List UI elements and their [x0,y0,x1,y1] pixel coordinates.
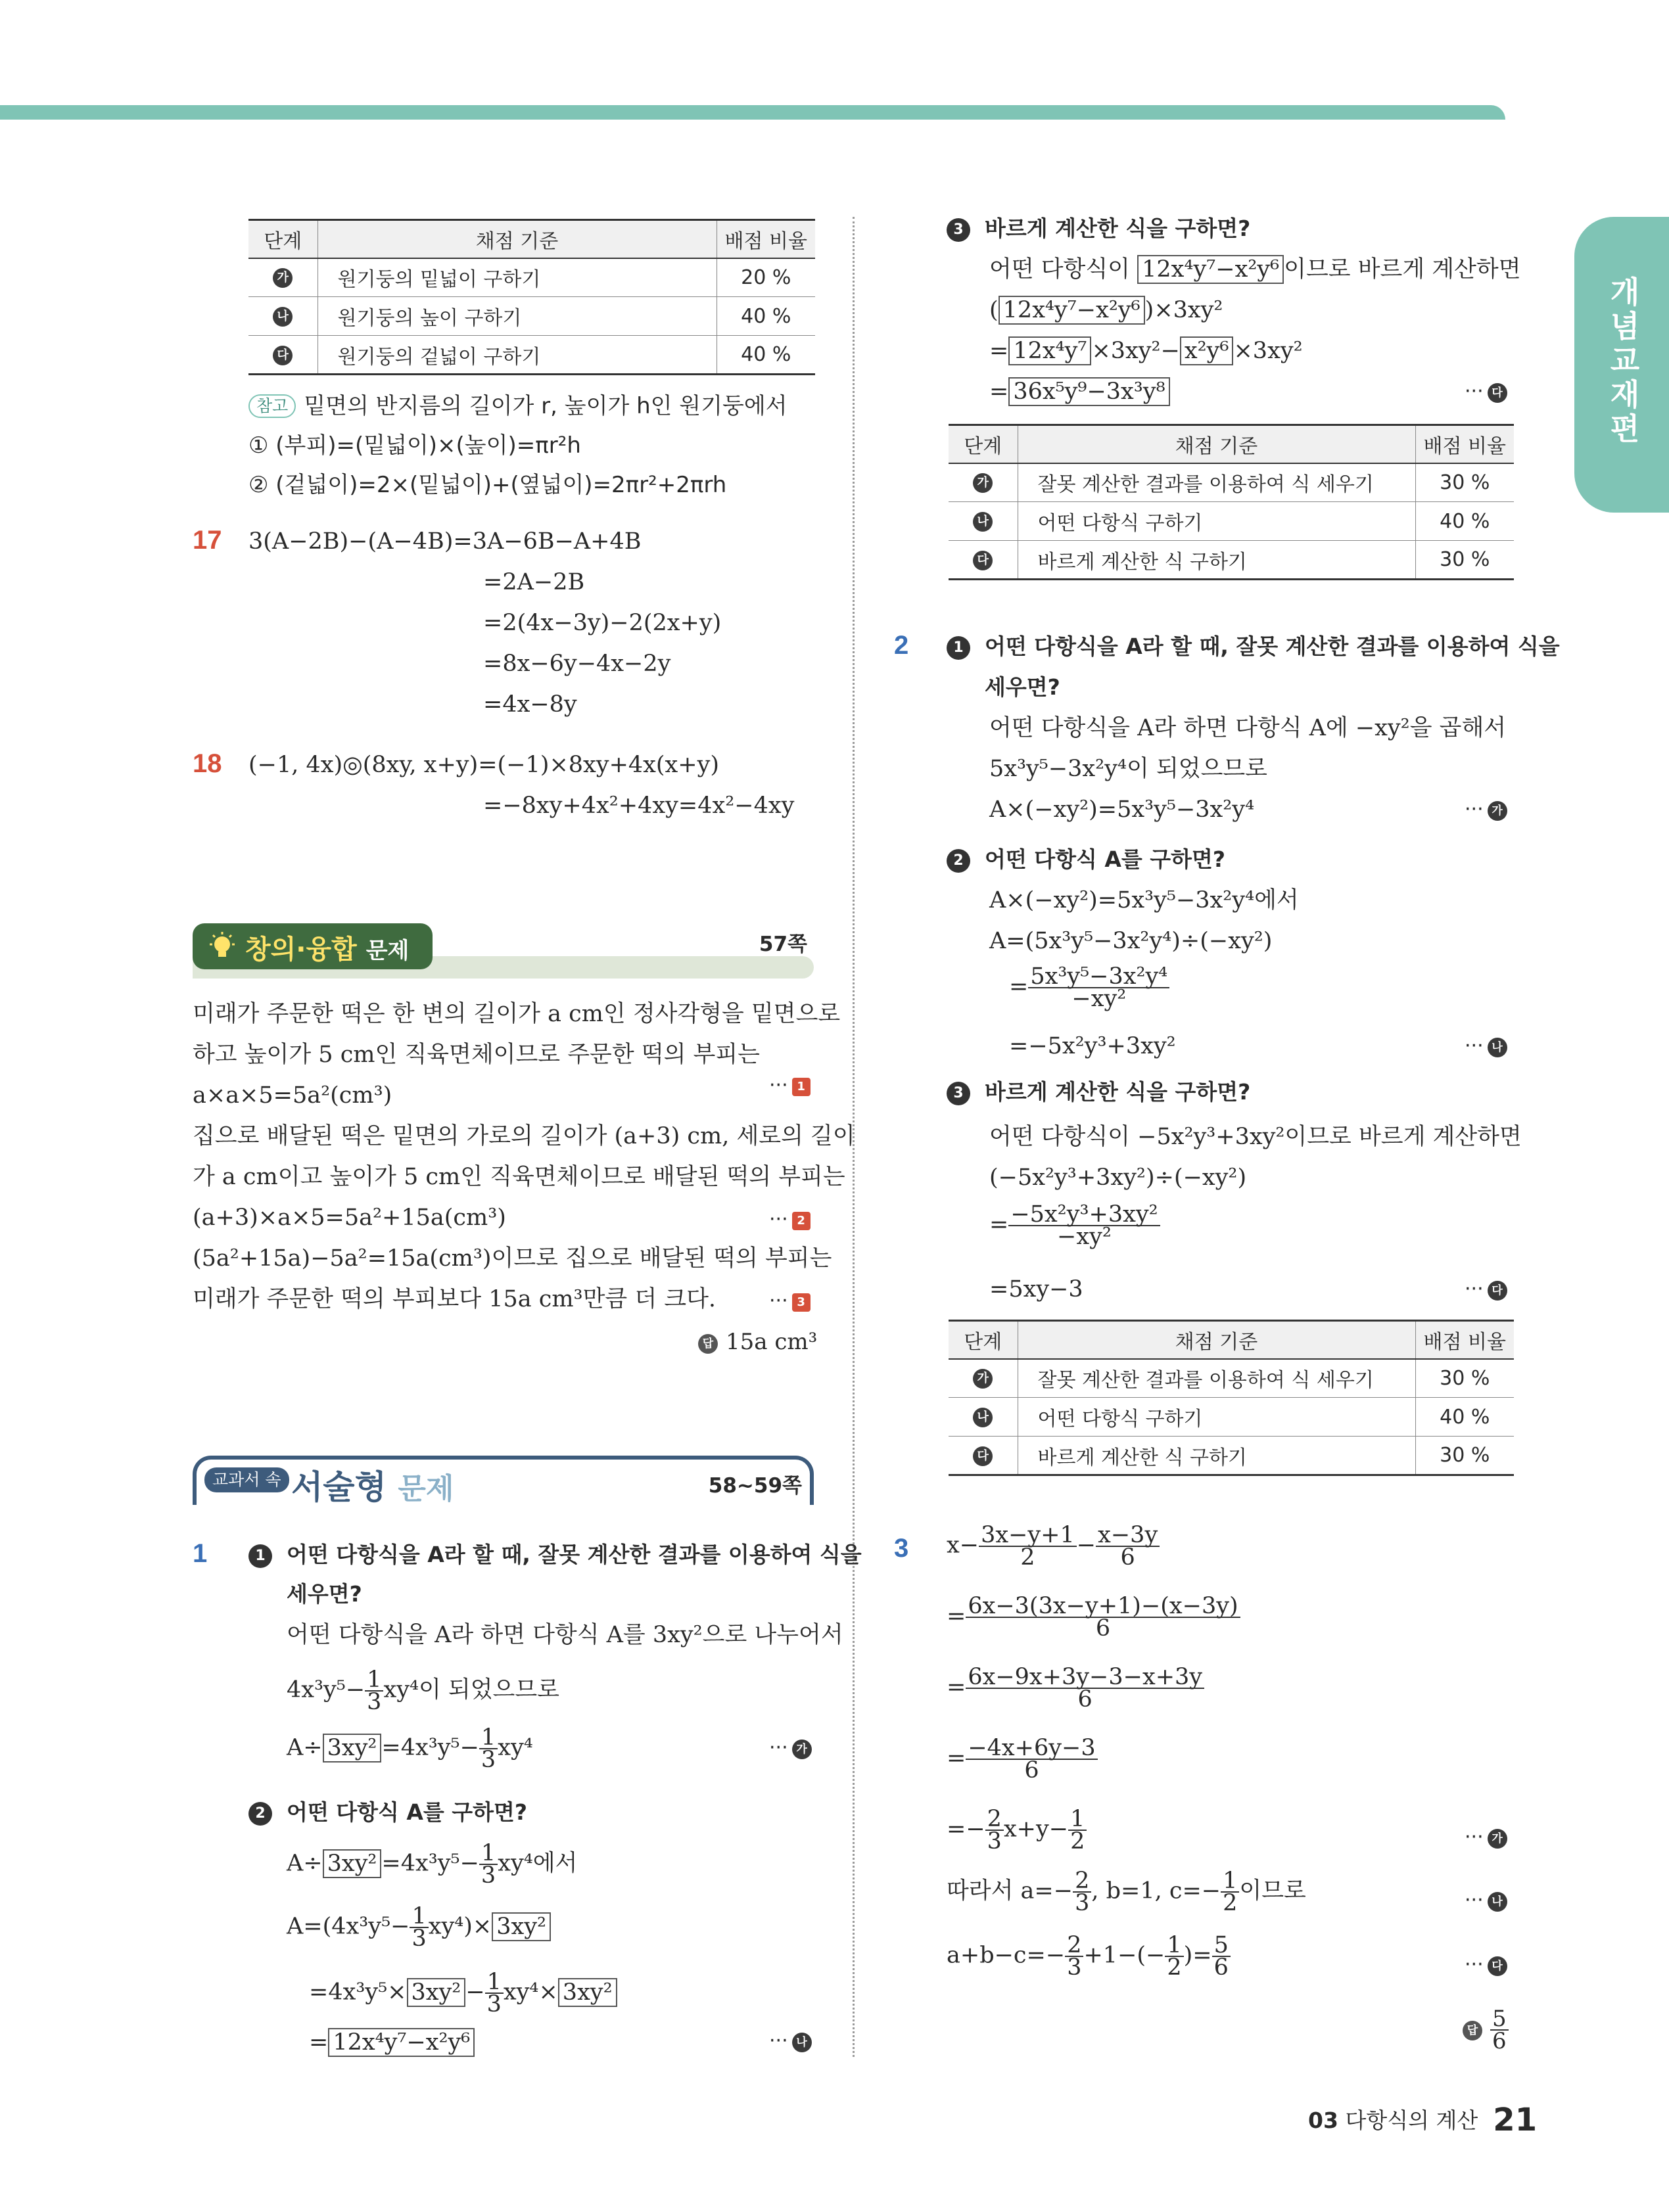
grading-table-3: 단계 채점 기준 배점 비율 가 잘못 계산한 결과를 이용하여 식 세우기 30 % 나 어떤 다항식 구하기 40 % 다 바르게 계산한 식 구하기 30 % [949,1320,1514,1476]
q2-step-2-title: 2 어떤 다항식 A를 구하면? [947,845,1225,874]
q17-line-3: =2(4x−3y)−2(2x+y) [483,610,722,636]
note-line-3: ② (겉넓이)=2×(밑넓이)+(옆넓이)=2πr²+2πrh [248,472,727,498]
step-mark: ··· 다 [1465,1276,1507,1302]
step-mark: ··· 나 [769,2028,812,2054]
step-mark: ··· 가 [769,1735,812,1761]
q3-line-2: = $\frac{6x-3(3x-y+1)-(x-3y)}{6}$ [947,1596,1240,1639]
criteria-text: 원기둥의 높이 구하기 [317,297,717,336]
ratio-value: 20 % [717,258,815,297]
score-marker-1: ··· 1 [769,1072,811,1099]
q17-line-4: =8x−6y−4x−2y [483,651,671,677]
creative-line-2: 하고 높이가 5 cm인 직육면체이므로 주문한 떡의 부피는 [193,1042,760,1068]
q1-s2-line-4: = 12x⁴y⁷−x²y⁶ [309,2028,475,2057]
table-row: 다 바르게 계산한 식 구하기 30 % [949,541,1514,580]
q3-line-3: = $\frac{6x-9x+3y-3-x+3y}{6}$ [947,1667,1204,1710]
question-number-18: 18 [193,749,222,778]
th-ratio: 배점 비율 [717,220,815,258]
table-row: 가 잘못 계산한 결과를 이용하여 식 세우기 30 % [949,463,1514,502]
creative-line-4: 집으로 배달된 떡은 밑면의 가로의 길이가 (a+3) cm, 세로의 길이 [193,1123,855,1149]
q1-s3-line-1: 어떤 다항식이 12x⁴y⁷−x²y⁶ 이므로 바르게 계산하면 [989,256,1521,283]
table-row [248,336,815,375]
table-row [248,258,815,297]
creative-line-7: (5a²+15a)−5a²=15a(cm³)이므로 집으로 배달된 떡의 부피는 [193,1245,832,1272]
q2-s3-line-2: (−5x²y³+3xy²)÷(−xy²) [989,1164,1247,1191]
q1-s2-line-2: A=(4x³y⁵− $\frac{1}{3}$ xy⁴)× 3xy² [287,1906,551,1949]
q3-line-5: =− $\frac{2}{3}$ x+y− $\frac{1}{2}$ [947,1809,1087,1852]
q1-s1-line-3: A÷ 3xy² =4x³y⁵− $\frac{1}{3}$ xy⁴ [287,1724,533,1773]
q2-s3-line-3: = $\frac{\text{−5x²y³+3xy²}}{\text{−xy²}}$ [989,1204,1160,1247]
table-row: 나 어떤 다항식 구하기 40 % [949,1398,1514,1437]
q18-line-2: =−8xy+4x²+4xy=4x²−4xy [483,793,795,819]
q3-answer: 답 $\frac{5}{6}$ [1463,2008,1509,2052]
step-mark: ··· 나 [1465,1033,1507,1059]
step-mark: ··· 다 [1465,379,1507,405]
q17-line-2: =2A−2B [483,569,585,595]
banner-page-ref: 58~59쪽 [708,1474,802,1498]
creative-answer: 답 15a cm³ [698,1329,817,1355]
q1-s1-line-2: 4x³y⁵− $\frac{1}{3}$ xy⁴이 되었으므로 [287,1667,559,1715]
q2-s2-line-2: A=(5x³y⁵−3x²y⁴)÷(−xy²) [989,928,1273,954]
ratio-value: 40 % [717,297,815,336]
creative-line-1: 미래가 주문한 떡은 한 변의 길이가 a cm인 정사각형을 밑면으로 [193,1001,841,1027]
question-number-2: 2 [894,631,909,660]
note-line-2: ① (부피)=(밑넓이)×(높이)=πr²h [248,432,581,459]
grading-table-2: 단계 채점 기준 배점 비율 가 잘못 계산한 결과를 이용하여 식 세우기 30 % 나 어떤 다항식 구하기 40 % 다 바르게 계산한 식 구하기 30 % [949,424,1514,580]
q2-step-3-title: 3 바르게 계산한 식을 구하면? [947,1078,1250,1107]
note-line-1: 참고 밑면의 반지름의 길이가 r, 높이가 h인 원기둥에서 [248,392,787,421]
q2-step-1-title: 1 어떤 다항식을 A라 할 때, 잘못 계산한 결과를 이용하여 식을 [947,632,1560,661]
table-row: 다 바르게 계산한 식 구하기 30 % [949,1437,1514,1475]
grading-table-1 [248,219,815,375]
table-row: 가 잘못 계산한 결과를 이용하여 식 세우기 30 % [949,1359,1514,1398]
question-number-1: 1 [193,1539,208,1568]
q2-s2-line-3: = $\frac{\text{5x³y⁵−3x²y⁴}}{\text{−xy²}}$ [1009,966,1169,1009]
step-marker: 나 [273,307,293,327]
q2-step-1-title-cont: 세우면? [985,674,1060,700]
q1-s2-line-3: =4x³y⁵× 3xy² − $\frac{1}{3}$ xy⁴× 3xy² [309,1971,617,2015]
score-marker-3: ··· 3 [769,1288,811,1314]
q2-s3-line-1: 어떤 다항식이 −5x²y³+3xy²이므로 바르게 계산하면 [989,1124,1522,1150]
step-mark: ··· 가 [1465,796,1507,823]
creative-line-3: a×a×5=5a²(cm³) [193,1082,392,1109]
banner-title: 서술형 문제 [291,1468,454,1506]
side-tab-label: 개념교재편 [1605,276,1641,447]
q1-s3-line-3: = 12x⁴y⁷ ×3xy²− x²y⁶ ×3xy² [989,338,1303,364]
question-number-3: 3 [894,1534,909,1563]
q3-line-4: = $\frac{-4x+6y-3}{6}$ [947,1738,1098,1781]
q17-line-5: =4x−8y [483,691,577,718]
creative-banner [193,923,814,976]
q2-s3-line-4: =5xy−3 [989,1276,1083,1302]
creative-line-6: (a+3)×a×5=5a²+15a(cm³) [193,1205,506,1231]
textbook-banner [193,1456,814,1508]
criteria-text: 원기둥의 밑넓이 구하기 [317,258,717,297]
q1-step-2-title: 2 어떤 다항식 A를 구하면? [248,1798,527,1827]
q18-line-1: (−1, 4x)◎(8xy, x+y)=(−1)×8xy+4x(x+y) [248,752,720,778]
q1-s1-line-1: 어떤 다항식을 A라 하면 다항식 A를 3xy²으로 나누어서 [287,1622,843,1648]
q2-s1-line-1: 어떤 다항식을 A라 하면 다항식 A에 −xy²을 곱해서 [989,715,1507,741]
q1-s2-line-1: A÷ 3xy² =4x³y⁵− $\frac{1}{3}$ xy⁴에서 [287,1840,578,1889]
q2-s1-line-3: A×(−xy²)=5x³y⁵−3x²y⁴ [989,796,1255,823]
creative-line-8: 미래가 주문한 떡의 부피보다 15a cm³만큼 더 크다. [193,1286,716,1312]
banner-title: 창의·융합 문제 [245,934,410,965]
question-number-17: 17 [193,526,222,555]
step-marker: 다 [273,346,293,365]
header-rule [0,105,1505,120]
q1-step-3-title: 3 바르게 계산한 식을 구하면? [947,214,1250,243]
q1-step-1-title: 1 어떤 다항식을 A라 할 때, 잘못 계산한 결과를 이용하여 식을 [248,1540,862,1569]
q2-s2-line-4: =−5x²y³+3xy² [1009,1033,1176,1059]
step-mark: ··· 나 [1465,1887,1507,1914]
table-row [248,297,815,336]
creative-line-5: 가 a cm이고 높이가 5 cm인 직육면체이므로 배달된 떡의 부피는 [193,1164,845,1190]
q2-s2-line-1: A×(−xy²)=5x³y⁵−3x²y⁴에서 [989,887,1299,913]
q1-s3-line-4: = 36x⁵y⁹−3x³y⁸ [989,377,1170,406]
page-footer: 03 다항식의 계산 21 [1308,2102,1538,2138]
q3-line-1: x− $\frac{3x-y+1}{2}$ − $\frac{x-3y}{6}$ [947,1525,1160,1568]
q1-step-1-title-cont: 세우면? [287,1581,362,1607]
table-row: 나 어떤 다항식 구하기 40 % [949,502,1514,541]
banner-tag: 교과서 속 [204,1467,289,1492]
th-step: 단계 [248,220,317,258]
ratio-value: 40 % [717,336,815,375]
step-mark: ··· 가 [1465,1824,1507,1851]
page-number: 21 [1493,2102,1538,2138]
banner-page-ref: 57쪽 [759,933,807,956]
q3-line-6: 따라서 a=− $\frac{2}{3}$ , b=1, c=− $\frac{1}{2}$ 이므로 [947,1868,1306,1916]
q3-line-7: a+b−c=− $\frac{2}{3}$ +1−(− $\frac{1}{2}$ )= $\frac{5}{6}$ [947,1935,1231,1978]
q17-line-1: 3(A−2B)−(A−4B)=3A−6B−A+4B [248,528,642,555]
q2-s1-line-2: 5x³y⁵−3x²y⁴이 되었으므로 [989,756,1267,782]
step-mark: ··· 다 [1465,1952,1507,1978]
q1-s3-line-2: ( 12x⁴y⁷−x²y⁶ )×3xy² [989,297,1223,323]
criteria-text: 원기둥의 겉넓이 구하기 [317,336,717,375]
step-marker: 가 [273,268,293,288]
note-tag: 참고 [248,394,296,418]
th-criteria: 채점 기준 [317,220,717,258]
score-marker-2: ··· 2 [769,1207,811,1233]
lightbulb-icon [207,931,237,961]
